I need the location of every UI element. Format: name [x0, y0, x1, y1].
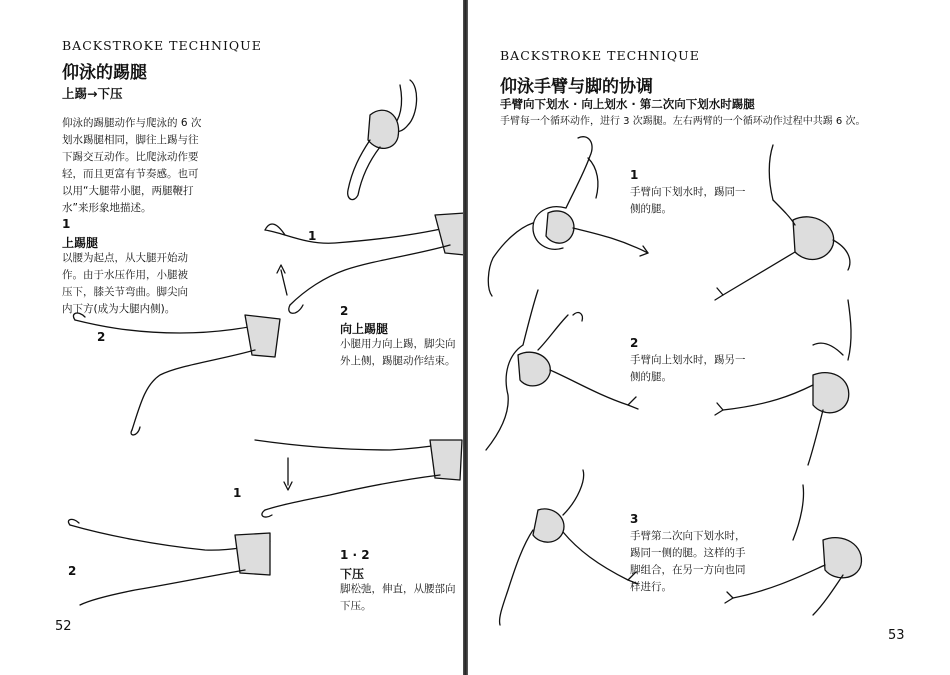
intro-line: 水”来形象地描述。 — [62, 202, 152, 214]
left-intro — [62, 115, 262, 217]
right-page — [468, 0, 950, 675]
step2-number: 2 — [340, 304, 349, 318]
right-subtitle: 手臂向下划水 · 向上划水 · 第二次向下划水时踢腿 — [500, 97, 755, 111]
step2-text — [340, 336, 465, 370]
right-header: BACKSTROKE TECHNIQUE — [500, 48, 700, 63]
left-page — [0, 0, 468, 675]
fig-label: 2 — [68, 564, 77, 578]
right-intro: 手臂每一个循环动作，进行 3 次踢腿。左右两臂的一个循环动作过程中共踢 6 次。 — [500, 116, 866, 127]
right-title: 仰泳手臂与脚的协调 — [500, 77, 653, 97]
fig-label: 1 — [233, 486, 242, 500]
step1-number: 1 — [62, 217, 71, 231]
step12-line: 脚松弛，伸直，从腰部向 — [340, 583, 456, 595]
left-subtitle: 上踢→下压 — [62, 86, 123, 101]
left-title: 仰泳的踢腿 — [62, 63, 147, 83]
step12-line: 下压。 — [340, 600, 372, 612]
intro-line: 轻，而且更富有节奏感。也可 — [62, 168, 199, 180]
page-number: 53 — [888, 628, 905, 643]
coord-step3-number: 3 — [630, 512, 639, 526]
step2-title: 向上踢腿 — [340, 322, 389, 336]
coord-step1-line: 手臂向下划水时，踢同一 — [630, 186, 746, 198]
leg-figure-2 — [70, 305, 285, 440]
swimmer-figure-2a — [478, 285, 653, 455]
coord-step1-number: 1 — [630, 168, 639, 182]
coord-step3-line: 手臂第二次向下划水时， — [630, 530, 746, 542]
coord-step2-line: 侧的腿。 — [630, 371, 672, 383]
step12-title: 下压 — [340, 567, 365, 581]
swimmer-figure-1a — [478, 128, 653, 303]
swimmer-figure-3b — [713, 480, 893, 620]
fig-label: 2 — [97, 330, 106, 344]
coord-step3-line: 踢同一侧的腿。这样的手 — [630, 547, 746, 559]
swimmer-figure-1b — [713, 140, 893, 305]
leg-figure-1 — [265, 205, 465, 315]
intro-line: 划水踢腿相同，脚往上踢与往 — [62, 134, 199, 146]
step2-line: 小腿用力向上踢，脚尖向 — [340, 338, 456, 350]
leg-figure-4 — [65, 515, 275, 610]
coord-step2-number: 2 — [630, 336, 639, 350]
step1-line: 以腰为起点，从大腿开始动 — [62, 252, 188, 264]
step1-line: 内下方(成为大腿内侧)。 — [62, 303, 176, 315]
kick-figure-top — [340, 75, 430, 210]
step2-line: 外上侧，踢腿动作结束。 — [340, 355, 456, 367]
swimmer-figure-2b — [713, 295, 893, 470]
step12-text — [340, 581, 465, 615]
page-number: 52 — [55, 619, 72, 634]
leg-figure-3 — [250, 430, 465, 525]
swimmer-figure-3a — [478, 460, 653, 630]
coord-step3-line: 样进行。 — [630, 581, 672, 593]
step12-number: 1 · 2 — [340, 548, 370, 562]
left-header: BACKSTROKE TECHNIQUE — [62, 38, 262, 53]
fig-label: 1 — [308, 229, 317, 243]
coord-step1-line: 侧的腿。 — [630, 203, 672, 215]
intro-line: 以用“大腿带小腿，两腿鞭打 — [62, 185, 194, 197]
intro-line: 仰泳的踢腿动作与爬泳的 6 次 — [62, 117, 202, 129]
step1-line: 压下，膝关节弯曲。脚尖向 — [62, 286, 188, 298]
coord-step2-line: 手臂向上划水时，踢另一 — [630, 354, 746, 366]
step1-title: 上踢腿 — [62, 236, 99, 250]
intro-line: 下踢交互动作。比爬泳动作要 — [62, 151, 199, 163]
step1-line: 作。由于水压作用，小腿被 — [62, 269, 188, 281]
coord-step3-line: 脚组合，在另一方向也同 — [630, 564, 746, 576]
